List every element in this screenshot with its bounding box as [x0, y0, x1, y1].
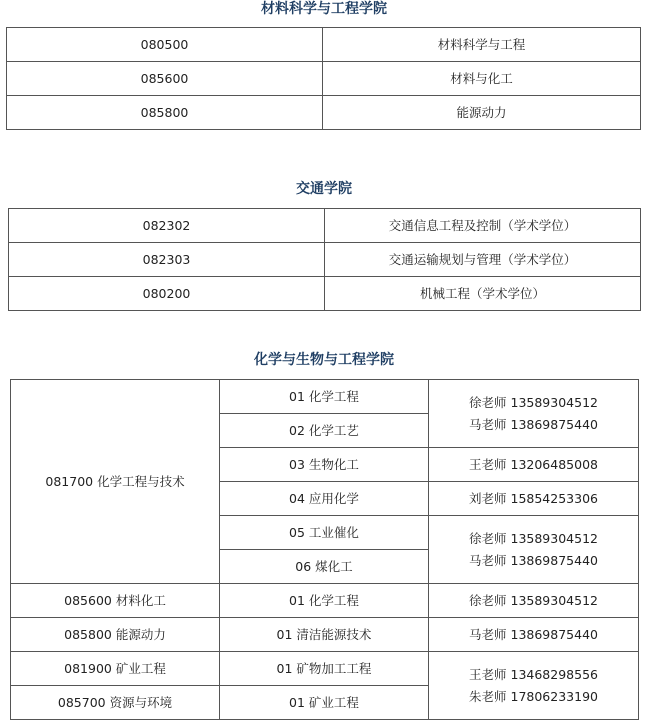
- contact-line: 马老师 13869875440: [469, 626, 598, 642]
- direction-cell: 05 工业催化: [220, 516, 429, 550]
- major-cell: 081900 矿业工程: [11, 652, 220, 686]
- major-name: 交通信息工程及控制（学术学位）: [325, 209, 641, 243]
- major-name: 能源动力: [323, 96, 641, 130]
- contact-line: 王老师 13206485008: [469, 456, 598, 472]
- major-code: 085800: [7, 96, 323, 130]
- contact-cell: [429, 652, 639, 720]
- major-code: 080500: [7, 28, 323, 62]
- materials-table: [6, 27, 641, 130]
- table-row: [7, 62, 641, 96]
- transport-table: [8, 208, 641, 311]
- table-row: [11, 584, 639, 618]
- major-name: 材料与化工: [323, 62, 641, 96]
- contact-line: 马老师 13869875440: [469, 416, 598, 432]
- section-title-transport: 交通学院: [296, 181, 352, 197]
- direction-cell: 01 化学工程: [220, 584, 429, 618]
- table-row: [9, 243, 641, 277]
- major-code: 082302: [9, 209, 325, 243]
- direction-cell: 02 化学工艺: [220, 414, 429, 448]
- table-row: [7, 96, 641, 130]
- major-name: 机械工程（学术学位）: [325, 277, 641, 311]
- contact-cell: [429, 516, 639, 584]
- major-name: 材料科学与工程: [323, 28, 641, 62]
- table-row: [9, 277, 641, 311]
- direction-cell: 04 应用化学: [220, 482, 429, 516]
- table-row: [9, 209, 641, 243]
- major-code: 085600: [7, 62, 323, 96]
- contact-line: 徐老师 13589304512: [469, 592, 598, 608]
- contact-line: 刘老师 15854253306: [469, 490, 598, 506]
- direction-cell: 01 矿物加工工程: [220, 652, 429, 686]
- chemistry-table: [10, 379, 639, 720]
- major-code: 080200: [9, 277, 325, 311]
- section-title-materials: 材料科学与工程学院: [261, 1, 387, 17]
- contact-cell: [429, 380, 639, 448]
- contact-line: 朱老师 17806233190: [469, 688, 598, 704]
- contact-line: 徐老师 13589304512: [469, 530, 598, 546]
- major-cell: 085700 资源与环境: [11, 686, 220, 720]
- major-name: 交通运输规划与管理（学术学位）: [325, 243, 641, 277]
- contact-line: 王老师 13468298556: [469, 666, 598, 682]
- contact-cell: [429, 584, 639, 618]
- table-row: [11, 652, 639, 686]
- major-code: 082303: [9, 243, 325, 277]
- direction-cell: 06 煤化工: [220, 550, 429, 584]
- major-cell: 081700 化学工程与技术: [11, 380, 220, 584]
- contact-line: 马老师 13869875440: [469, 552, 598, 568]
- contact-line: 徐老师 13589304512: [469, 394, 598, 410]
- table-row: [11, 618, 639, 652]
- contact-cell: [429, 618, 639, 652]
- direction-cell: 03 生物化工: [220, 448, 429, 482]
- contact-cell: [429, 482, 639, 516]
- major-cell: 085600 材料化工: [11, 584, 220, 618]
- contact-cell: [429, 448, 639, 482]
- direction-cell: 01 矿业工程: [220, 686, 429, 720]
- major-cell: 085800 能源动力: [11, 618, 220, 652]
- table-row: [11, 380, 639, 414]
- section-title-chemistry: 化学与生物与工程学院: [254, 352, 394, 368]
- direction-cell: 01 化学工程: [220, 380, 429, 414]
- direction-cell: 01 清洁能源技术: [220, 618, 429, 652]
- table-row: [7, 28, 641, 62]
